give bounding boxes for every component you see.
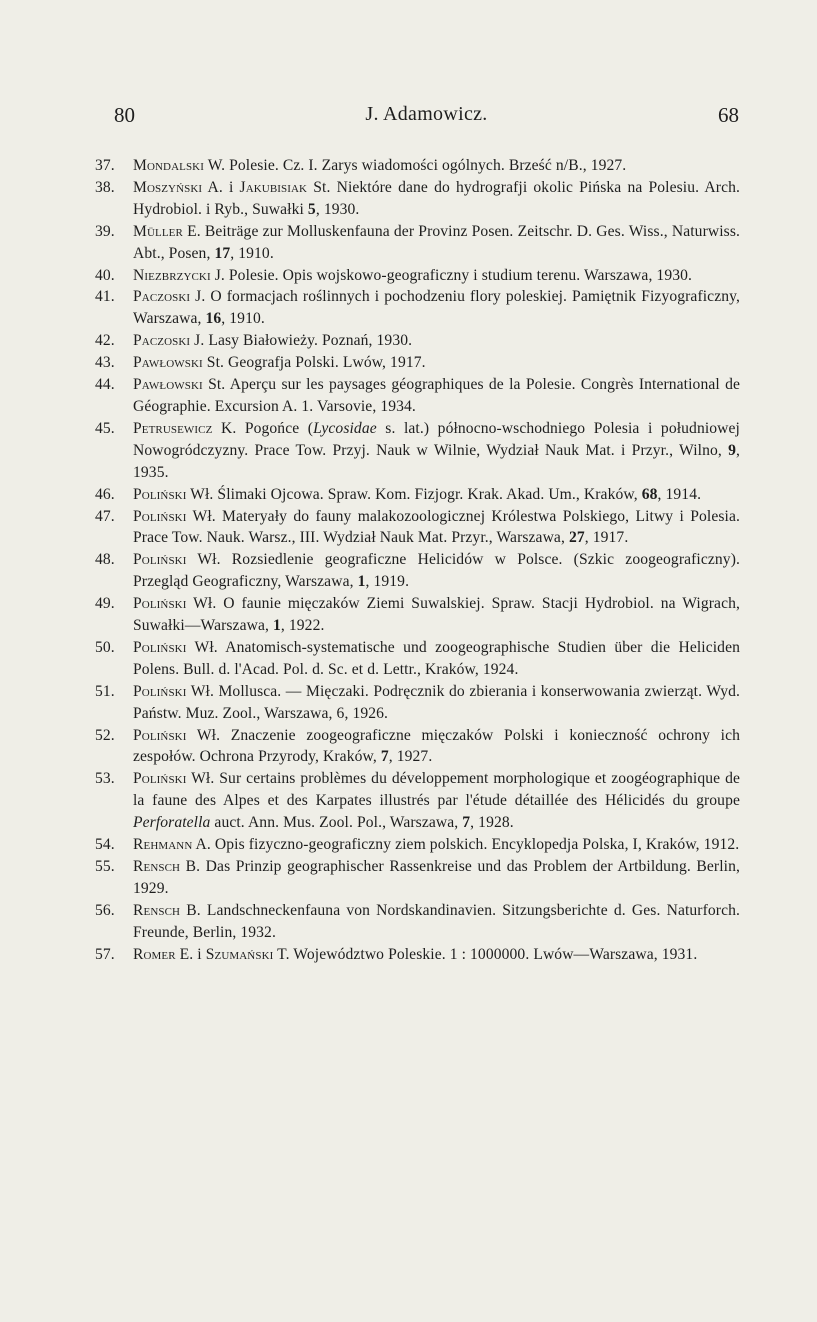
reference-author: Poliński xyxy=(133,595,187,613)
reference-volume: 5 xyxy=(307,200,316,218)
reference-entry xyxy=(95,593,740,637)
reference-volume: 1 xyxy=(272,617,281,635)
running-title: J. Adamowicz. xyxy=(365,103,488,125)
reference-author: Petrusewicz xyxy=(133,419,213,437)
reference-text: E. Beiträge zur Molluskenfauna der Provinz Posen. Zeitschr. D. Ges. Wiss., Naturwiss. Abt., Posen, xyxy=(133,222,740,262)
reference-list xyxy=(95,155,740,966)
reference-text: , 1914. xyxy=(657,485,702,503)
reference-entry xyxy=(95,900,740,944)
reference-text: J. Lasy Białowieży. Poznań, 1930. xyxy=(190,332,413,350)
reference-volume: 68 xyxy=(641,485,658,503)
reference-number: 55. xyxy=(95,858,115,875)
reference-volume: 17 xyxy=(214,244,231,262)
reference-text: , 1928. xyxy=(470,814,514,832)
reference-text: St. Aperçu sur les paysages géographiques de la Polesie. Congrès International de Géographie. Excursion A. 1. Varsovie, 1934. xyxy=(133,376,740,415)
reference-number: 45. xyxy=(95,419,115,437)
reference-coauthor: Jakubisiak xyxy=(239,178,308,196)
reference-text: , 1922. xyxy=(280,617,325,635)
reference-volume: 27 xyxy=(568,529,585,547)
reference-text: W. Polesie. Cz. I. Zarys wiadomości ogólnych. Brześć n/B., 1927. xyxy=(204,157,627,174)
reference-entry xyxy=(95,944,740,966)
reference-number: 42. xyxy=(95,332,115,350)
reference-number: 41. xyxy=(95,288,115,306)
reference-text: Wł. Znaczenie zoogeograficzne mięczaków Polski i konieczność ochrony ich zespołów. Ochrona Przyrody, Kraków, xyxy=(133,726,740,766)
reference-number: 43. xyxy=(95,354,115,372)
reference-author: Poliński xyxy=(133,682,187,700)
reference-entry xyxy=(95,681,740,725)
reference-author: Rehmann xyxy=(133,836,193,854)
reference-text: E. i xyxy=(175,945,206,963)
reference-number: 44. xyxy=(95,376,115,394)
reference-text: Wł. O faunie mięczaków Ziemi Suwalskiej. Spraw. Stacji Hydrobiol. na Wigrach, Suwałki—Warszawa, xyxy=(133,595,740,635)
reference-entry xyxy=(95,286,740,330)
reference-volume: 7 xyxy=(380,748,389,766)
reference-number: 47. xyxy=(95,507,115,525)
reference-entry xyxy=(95,177,740,221)
reference-text: J. O formacjach roślinnych i pochodzeniu flory poleskiej. Pamiętnik Fizyograficzny, Warszawa, xyxy=(133,288,740,328)
reference-author: Niezbrzycki xyxy=(133,266,211,284)
reference-text: Wł. Anatomisch-systematische und zoogeographische Studien über die Heliciden Polens. Bull. d. l'Acad. Pol. d. Sc. et d. Lettr., Kraków, 1924. xyxy=(133,638,740,678)
reference-entry xyxy=(95,834,740,856)
reference-text: A. i xyxy=(202,178,240,196)
page-number-right: 68 xyxy=(718,103,739,127)
reference-text: , 1927. xyxy=(388,748,433,766)
reference-text: Wł. Rozsiedlenie geograficzne Helicidów w Polsce. (Szkic zoogeograficzny). Przegląd Geograficzny, Warszawa, xyxy=(133,551,740,591)
reference-author: Poliński xyxy=(133,507,187,525)
reference-italic-term: Perforatella xyxy=(133,814,211,832)
reference-entry xyxy=(95,265,740,287)
reference-author: Moszyński xyxy=(133,178,203,196)
reference-number: 46. xyxy=(95,485,115,503)
reference-text: Wł. Materyały do fauny malakozoologicznej Królestwa Polskiego, Litwy i Polesia. Prace Tow. Nauk. Warsz., III. Wydział Nauk Mat. Przyr., Warszawa, xyxy=(133,507,740,547)
reference-text: Wł. Sur certains problèmes du développement morphologique et zoogéographique de la faune des Alpes et des Karpates illustrés par l'étude détaillée des Hélicidés du groupe xyxy=(133,770,740,810)
reference-author: Poliński xyxy=(133,638,187,656)
reference-author: Romer xyxy=(133,945,176,963)
reference-text: s. lat.) północno-wschodniego Polesia i południowej Nowogródczyzny. Prace Tow. Przyj. Nauk w Wilnie, Wydział Nauk Mat. i Przyr., Wilno, xyxy=(133,419,740,459)
reference-entry xyxy=(95,374,740,418)
reference-number: 38. xyxy=(95,178,115,196)
reference-entry xyxy=(95,330,740,352)
reference-number: 39. xyxy=(95,222,115,240)
reference-text: K. Pogońce ( xyxy=(212,419,314,437)
reference-number: 53. xyxy=(95,770,115,788)
reference-text: , 1917. xyxy=(584,529,629,547)
reference-author: Poliński xyxy=(133,770,187,788)
page-number-left: 80 xyxy=(114,103,135,127)
reference-author: Rensch xyxy=(133,901,181,919)
reference-author: Mondalski xyxy=(133,157,204,174)
reference-number: 40. xyxy=(95,266,115,284)
reference-text: auct. Ann. Mus. Zool. Pol., Warszawa, xyxy=(210,814,463,832)
reference-text: J. Polesie. Opis wojskowo-geograficzny i studium terenu. Warszawa, 1930. xyxy=(210,266,693,284)
reference-entry xyxy=(95,352,740,374)
reference-text: T. Województwo Poleskie. 1 : 1000000. Lwów—Warszawa, 1931. xyxy=(273,945,698,963)
reference-entry xyxy=(95,484,740,506)
reference-number: 50. xyxy=(95,638,115,656)
reference-text: A. Opis fizyczno-geograficzny ziem polskich. Encyklopedja Polska, I, Kraków, 1912. xyxy=(192,836,740,854)
reference-author: Poliński xyxy=(133,485,187,503)
reference-author: Poliński xyxy=(133,726,187,744)
reference-text: St. Geografja Polski. Lwów, 1917. xyxy=(202,354,426,372)
reference-number: 51. xyxy=(95,682,115,700)
reference-volume: 9 xyxy=(728,441,736,459)
reference-number: 48. xyxy=(95,551,115,569)
reference-text: , 1930. xyxy=(315,200,360,218)
reference-number: 37. xyxy=(95,157,115,174)
reference-author: Poliński xyxy=(133,551,187,569)
reference-entry xyxy=(95,506,740,550)
reference-text: Wł. Ślimaki Ojcowa. Spraw. Kom. Fizjogr. Krak. Akad. Um., Kraków, xyxy=(186,485,642,503)
reference-entry xyxy=(95,856,740,900)
reference-text: , 1910. xyxy=(230,244,274,262)
reference-entry xyxy=(95,768,740,834)
reference-text: , 1919. xyxy=(365,573,410,591)
reference-volume: 16 xyxy=(205,310,222,328)
reference-author: Rensch xyxy=(133,858,181,875)
reference-text: , 1910. xyxy=(221,310,265,328)
reference-entry xyxy=(95,418,740,484)
reference-entry xyxy=(95,221,740,265)
reference-number: 57. xyxy=(95,945,115,963)
reference-number: 49. xyxy=(95,595,115,613)
reference-author: Paczoski xyxy=(133,288,191,306)
reference-text: Wł. Mollusca. — Mięczaki. Podręcznik do zbierania i konserwowania zwierząt. Wyd. Państw. Muz. Zool., Warszawa, 6, 1926. xyxy=(133,682,740,722)
reference-number: 54. xyxy=(95,836,115,854)
reference-author: Pawłowski xyxy=(133,376,203,394)
reference-author: Paczoski xyxy=(133,332,191,350)
reference-number: 56. xyxy=(95,901,115,919)
reference-entry xyxy=(95,155,740,177)
reference-volume: 1 xyxy=(357,573,366,591)
reference-entry xyxy=(95,725,740,769)
reference-italic-term: Lycosidae xyxy=(313,419,377,437)
reference-entry xyxy=(95,637,740,681)
reference-volume: 7 xyxy=(462,814,471,832)
reference-text: B. Das Prinzip geographischer Rassenkreise und das Problem der Artbildung. Berlin, 1929. xyxy=(133,858,740,897)
reference-text: , 1935. xyxy=(133,441,740,481)
reference-text: B. Landschneckenfauna von Nordskandinavien. Sitzungsberichte d. Ges. Naturforch. Freunde, Berlin, 1932. xyxy=(133,901,740,941)
reference-author: Müller xyxy=(133,222,183,240)
reference-number: 52. xyxy=(95,726,115,744)
reference-author: Pawłowski xyxy=(133,354,203,372)
reference-entry xyxy=(95,549,740,593)
reference-text: St. Niektóre dane do hydrografji okolic Pińska na Polesiu. Arch. Hydrobiol. i Ryb., Suwałki xyxy=(133,178,740,218)
reference-coauthor: Szumański xyxy=(205,945,274,963)
running-header xyxy=(114,103,739,143)
